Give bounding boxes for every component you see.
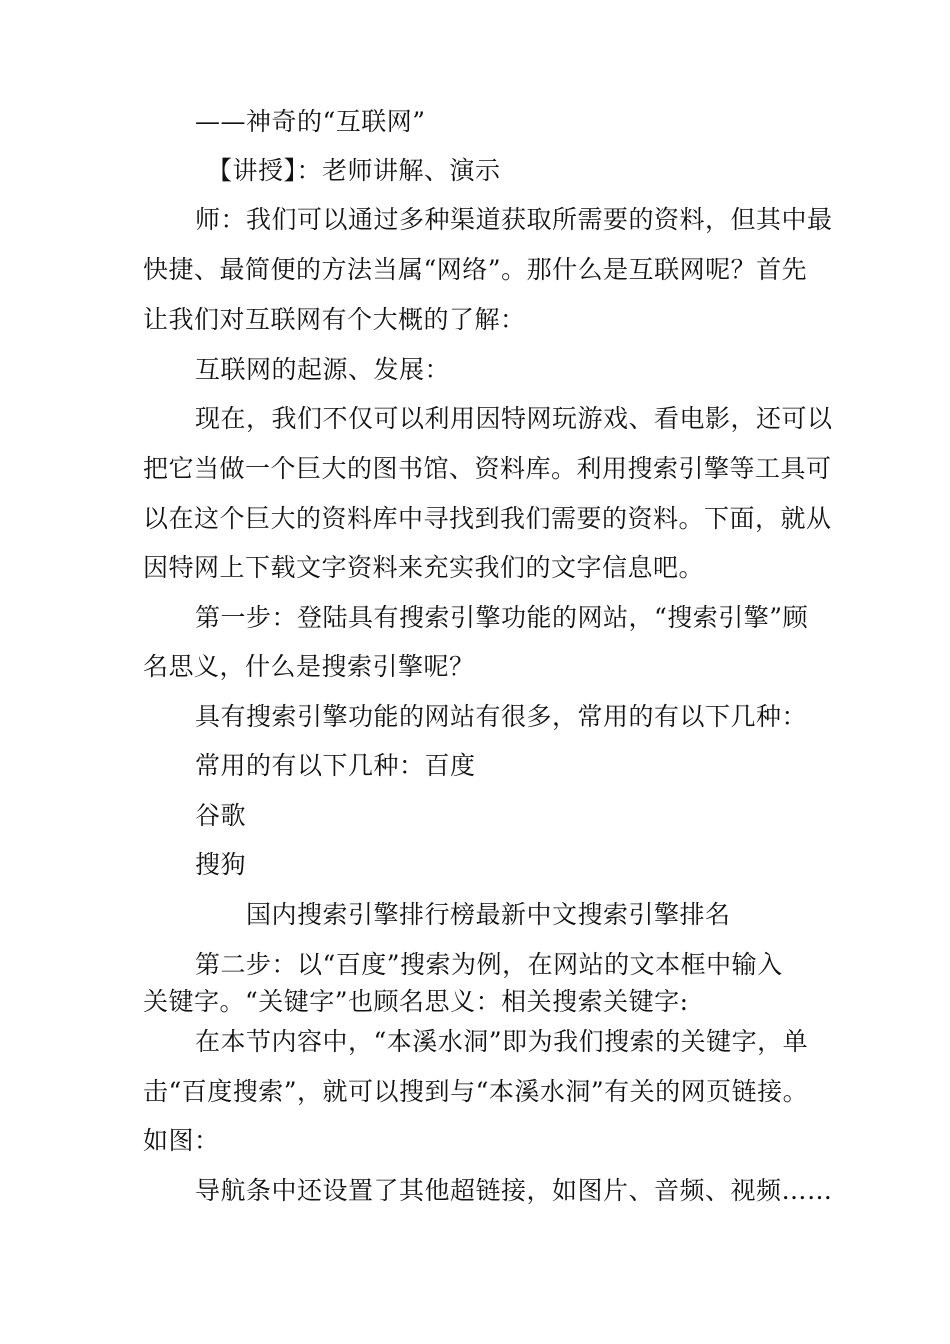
teaching-step-heading: 【讲授】：老师讲解、演示	[207, 156, 501, 185]
paragraph-line: 具有搜索引擎功能的网站有很多，常用的有以下几种：	[195, 702, 808, 731]
list-item: 搜狗	[195, 850, 247, 879]
paragraph-line: 互联网的起源、发展：	[195, 355, 451, 384]
list-item: 谷歌	[195, 801, 247, 830]
section-subtitle: ——神奇的“互联网”	[195, 107, 426, 136]
paragraph-line: 让我们对互联网有个大概的了解：	[143, 305, 526, 334]
paragraph-line: 关键字。“关键字”也顾名思义：相关搜索关键字:	[143, 987, 689, 1016]
paragraph-line: 现在，我们不仅可以利用因特网玩游戏、看电影，还可以	[195, 404, 833, 433]
paragraph-line: 在本节内容中，“本溪水洞”即为我们搜索的关键字，单	[195, 1027, 809, 1056]
paragraph-line: 名思义，什么是搜索引擎呢？	[143, 652, 475, 681]
paragraph-line: 第二步：以“百度”搜索为例，在网站的文本框中输入	[195, 950, 783, 979]
paragraph-line: 因特网上下载文字资料来充实我们的文字信息吧。	[143, 553, 705, 582]
paragraph-line: 击“百度搜索”，就可以搜到与“本溪水洞”有关的网页链接。	[143, 1077, 809, 1106]
paragraph-line: 第一步：登陆具有搜索引擎功能的网站，“搜索引擎”顾	[195, 603, 809, 632]
paragraph-line: 如图：	[143, 1126, 220, 1155]
paragraph-line: 师：我们可以通过多种渠道获取所需要的资料，但其中最	[195, 205, 833, 234]
paragraph-line: 把它当做一个巨大的图书馆、资料库。利用搜索引擎等工具可	[143, 454, 832, 483]
paragraph-line: 常用的有以下几种：百度	[195, 751, 476, 780]
paragraph-line: 以在这个巨大的资料库中寻找到我们需要的资料。下面，就从	[143, 504, 832, 533]
paragraph-line: 导航条中还设置了其他超链接，如图片、音频、视频……	[195, 1176, 833, 1205]
paragraph-line: 快捷、最简便的方法当属“网络”。那什么是互联网呢？首先	[143, 255, 808, 284]
centered-caption: 国内搜索引擎排行榜最新中文搜索引擎排名	[246, 900, 731, 929]
